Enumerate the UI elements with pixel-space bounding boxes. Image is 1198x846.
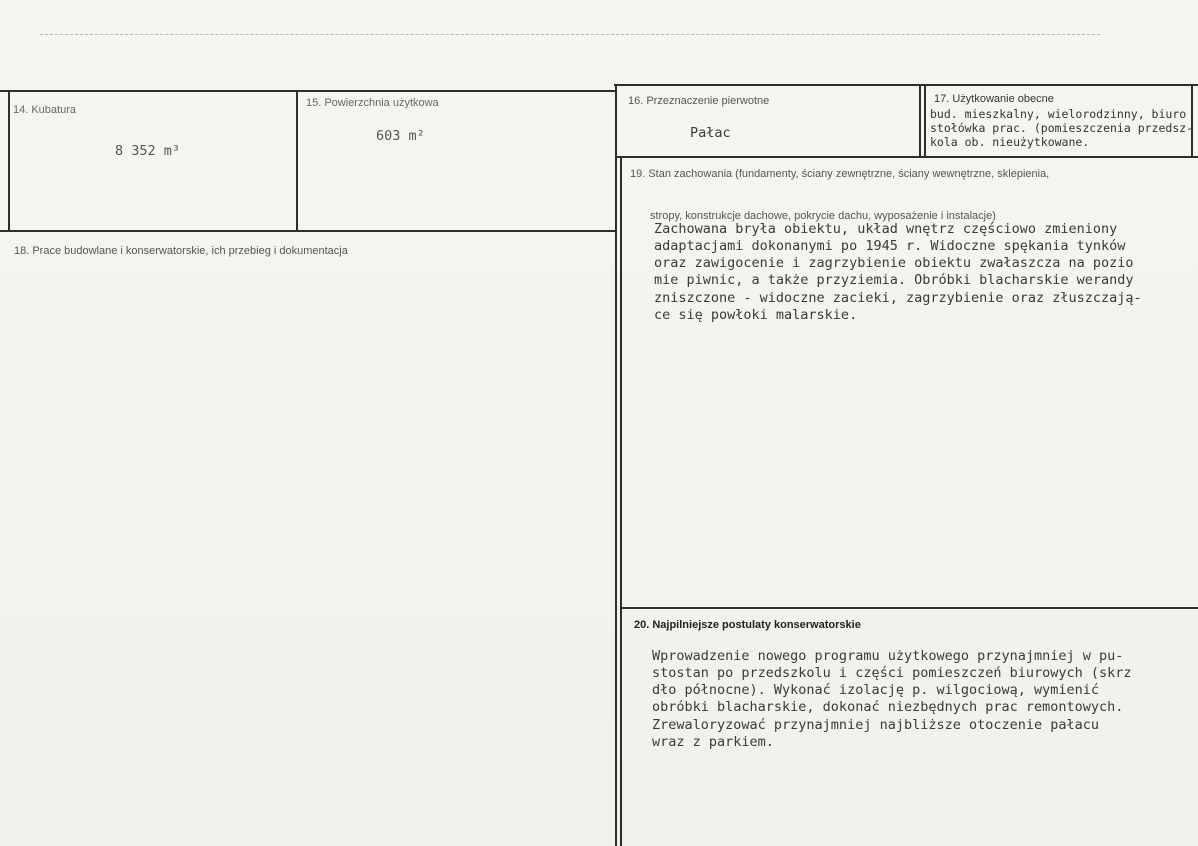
field-19-label-line-2: stropy, konstrukcje dachowe, pokrycie dachu, wyposażenie i instalacje) [650, 210, 996, 222]
field-19-line-1: Zachowana bryła obiektu, układ wnętrz częściowo zmieniony [654, 221, 1118, 237]
field-19-line-3: oraz zawigocenie i zagrzybienie obiektu zwałaszcza na pozio [654, 255, 1134, 271]
field-19-line-5: zniszczone - widoczne zacieki, zagrzybienie oraz złuszczają- [654, 290, 1142, 306]
field-17-line-2: stołówka prac. (pomieszczenia przedsz- [930, 121, 1194, 135]
field-20-line-6: wraz z parkiem. [652, 734, 774, 750]
vrule-14-15 [296, 91, 298, 231]
rule-between-19-20 [620, 607, 1198, 609]
field-17-line-1: bud. mieszkalny, wielorodzinny, biuro [930, 107, 1187, 121]
vrule-19-inner [620, 157, 622, 846]
field-19-line-4: mie piwnic, a także przyziemia. Obróbki blacharskie werandy [654, 272, 1134, 288]
field-19-line-2: adaptacjami dokonanymi po 1945 r. Widoczne spękania tynków [654, 238, 1126, 254]
field-19-label-line-1: 19. Stan zachowania (fundamenty, ściany zewnętrzne, ściany wewnętrzne, sklepienia, [630, 168, 1050, 180]
field-17-line-3: kola ob. nieużytkowane. [930, 135, 1090, 149]
rule-top-left [0, 90, 616, 92]
field-20-label: 20. Najpilniejsze postulaty konserwatorskie [634, 619, 861, 631]
vrule-left-edge [8, 91, 10, 232]
vrule-center [615, 85, 617, 846]
rule-right-under-17 [616, 156, 1198, 158]
field-17-label: 17. Użytkowanie obecne [934, 93, 1054, 105]
field-14-value: 8 352 m³ [115, 143, 181, 159]
field-18-label: 18. Prace budowlane i konserwatorskie, ich przebieg i dokumentacja [14, 245, 348, 257]
field-15-label: 15. Powierzchnia użytkowa [306, 97, 439, 109]
rule-top-right [614, 84, 1198, 86]
field-16-label: 16. Przeznaczenie pierwotne [628, 95, 770, 107]
field-20-line-4: obróbki blacharskie, dokonać niezbędnych prac remontowych. [652, 699, 1124, 715]
field-20-line-5: Zrewaloryzować przynajmniej najbliższe otoczenie pałacu [652, 717, 1100, 733]
field-14-label: 14. Kubatura [13, 104, 76, 116]
rule-mid-left [0, 230, 616, 232]
field-20-line-3: dło północne). Wykonać izolację p. wilgociową, wymienić [652, 682, 1100, 698]
top-dashed-line [40, 34, 1100, 35]
field-16-value: Pałac [690, 125, 731, 141]
field-19-line-6: ce się powłoki malarskie. [654, 307, 858, 323]
field-20-line-1: Wprowadzenie nowego programu użytkowego przynajmniej w pu- [652, 648, 1124, 664]
vrule-16-17 [919, 85, 921, 157]
field-20-line-2: stostan po przedszkolu i części pomieszczeń biurowych (skrz [652, 665, 1132, 681]
vrule-17-inner [924, 85, 926, 157]
field-15-value: 603 m² [376, 128, 425, 144]
